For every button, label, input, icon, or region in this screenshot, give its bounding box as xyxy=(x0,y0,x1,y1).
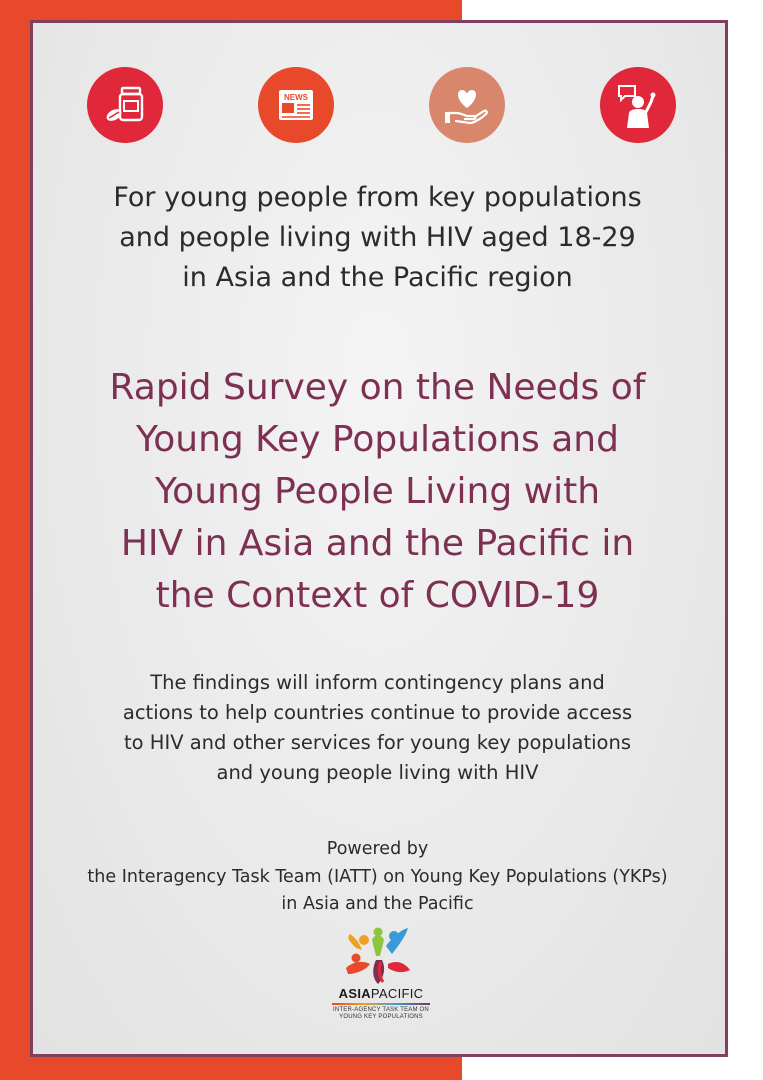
title-line: the Context of COVID-19 xyxy=(155,575,600,616)
findings-line: to HIV and other services for young key populations xyxy=(124,731,631,754)
intro-line: For young people from key populations xyxy=(113,182,642,213)
findings-line: actions to help countries continue to provide access xyxy=(122,701,633,724)
title-line: HIV in Asia and the Pacific in xyxy=(120,523,635,564)
news-icon-label: NEWS xyxy=(284,93,308,102)
powered-line: Powered by xyxy=(326,839,429,859)
findings-line: and young people living with HIV xyxy=(216,761,539,784)
powered-line: the Interagency Task Team (IATT) on Young Key Populations (YKPs) xyxy=(87,866,668,887)
title-line: Young Key Populations and xyxy=(136,419,619,460)
title-line: Rapid Survey on the Needs of xyxy=(109,367,646,408)
logo-asia: ASIA xyxy=(338,986,371,1001)
poster-frame xyxy=(30,20,728,1057)
title-line: Young People Living with xyxy=(154,471,601,512)
intro-line: and people living with HIV aged 18-29 xyxy=(119,222,636,253)
logo-subtitle-2: YOUNG KEY POPULATIONS xyxy=(339,1014,423,1020)
logo-pacific: PACIFIC xyxy=(370,986,424,1001)
intro-line: in Asia and the Pacific region xyxy=(182,262,573,293)
findings-line: The findings will inform contingency plans and xyxy=(150,671,605,694)
powered-line: in Asia and the Pacific xyxy=(281,894,474,914)
logo-subtitle-1: INTER-AGENCY TASK TEAM ON xyxy=(333,1007,429,1013)
